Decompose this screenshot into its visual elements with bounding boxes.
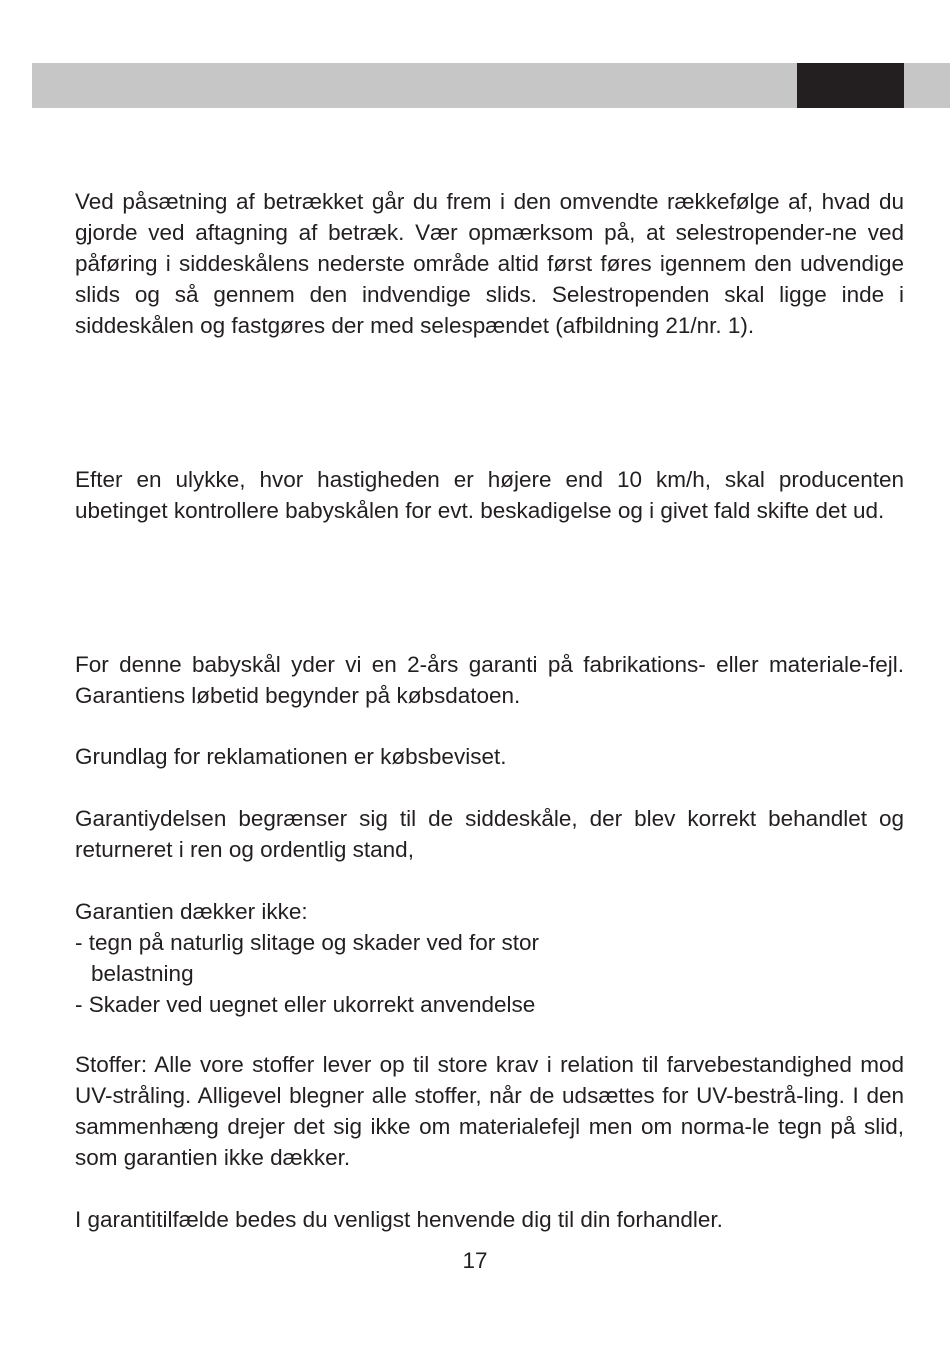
paragraph-warranty-period: For denne babyskål yder vi en 2-års garanti på fabrikations- eller materiale-fejl. Garantiens løbetid begynder på købsdatoen. bbox=[75, 652, 904, 708]
exclusion-item-misuse: - Skader ved uegnet eller ukorrekt anvendelse bbox=[75, 992, 536, 1017]
paragraph-accident-inspection: Efter en ulykke, hvor hastigheden er højere end 10 km/h, skal producenten ubetinget kontrollere babyskålen for evt. beskadigelse og i givet fald skifte det ud. bbox=[75, 467, 904, 523]
exclusion-item-wear-line-2: belastning bbox=[91, 961, 194, 986]
exclusions-heading: Garantien dækker ikke: bbox=[75, 899, 308, 924]
exclusion-item-wear-line-1: - tegn på naturlig slitage og skader ved for stor bbox=[75, 930, 540, 955]
paragraph-fabrics-uv: Stoffer: Alle vore stoffer lever op til store krav i relation til farvebestandighed mod UV-stråling. Alligevel blegner alle stoffer, når de udsættes for UV-bestrå-ling. I den sammenhæng drejer det sig ikke om materialefejl men om norma-le tegn på slid, som garantien ikke dækker. bbox=[75, 1052, 904, 1170]
page-number: 17 bbox=[462, 1248, 488, 1273]
paragraph-cover-refitting: Ved påsætning af betrækket går du frem i den omvendte rækkefølge af, hvad du gjorde ved aftagning af betræk. Vær opmærksom på, at selestropender-ne ved påføring i siddeskålens nederste område altid først føres igennem den udvendige slids og så gennem den indvendige slids. Selestropenden skal ligge inde i siddeskålen og fastgøres der med selespændet (afbildning 21/nr. 1). bbox=[75, 189, 904, 338]
paragraph-proof-of-purchase: Grundlag for reklamationen er købsbeviset. bbox=[75, 744, 507, 769]
warranty-exclusions-list bbox=[75, 896, 904, 1020]
paragraph-warranty-scope: Garantiydelsen begrænser sig til de siddeskåle, der blev korrekt behandlet og returneret i ren og ordentlig stand, bbox=[75, 806, 904, 862]
header-tab-block bbox=[797, 63, 904, 108]
paragraph-contact-dealer: I garantitilfælde bedes du venligst henvende dig til din forhandler. bbox=[75, 1207, 723, 1232]
